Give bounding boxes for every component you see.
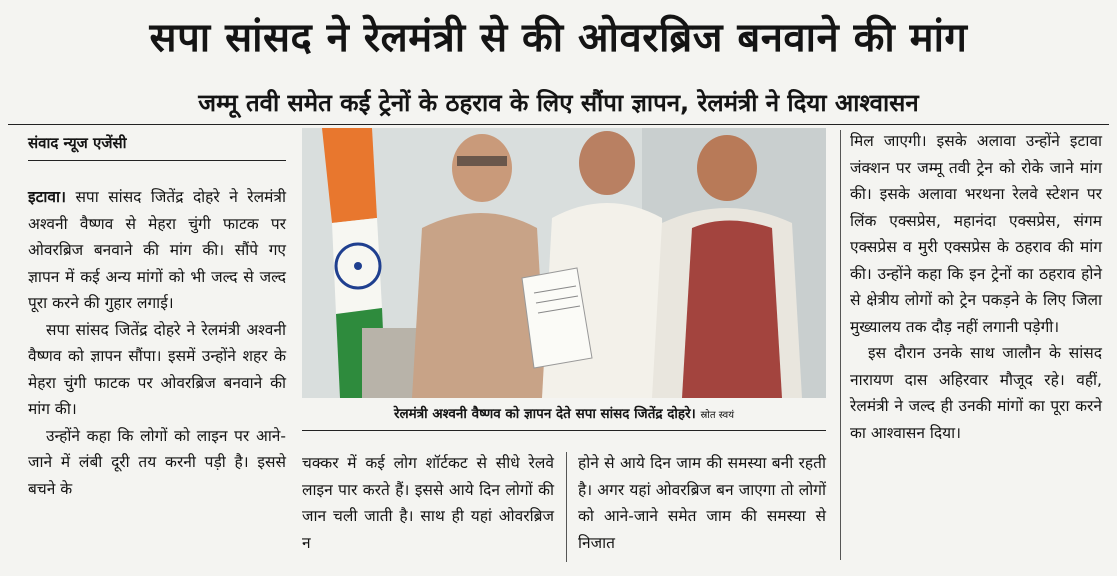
news-photo (302, 128, 826, 398)
caption-text: रेलमंत्री अश्वनी वैष्णव को ज्ञापन देते सपा सांसद जितेंद्र दोहरे। (393, 406, 696, 422)
headline: सपा सांसद ने रेलमंत्री से की ओवरब्रिज बनवाने की मांग (149, 15, 968, 61)
byline-rule (28, 160, 286, 161)
top-rule (8, 124, 1109, 125)
paragraph: उन्होंने कहा कि लोगों को लाइन पर आने-जाने में लंबी दूरी तय करनी पड़ी है। इससे बचने के (28, 426, 286, 498)
paragraph: चक्कर में कई लोग शॉर्टकट से सीधे रेलवे लाइन पार करते हैं। इससे आये दिन लोगों की जान चली जाती है। साथ ही यहां ओवरब्रिज न (302, 454, 554, 552)
article-column-2 (302, 450, 554, 556)
article-column-4 (850, 128, 1102, 446)
column-divider (840, 130, 841, 560)
article-column-3 (578, 450, 826, 556)
column-divider (566, 452, 567, 562)
byline: संवाद न्यूज एजेंसी (28, 134, 127, 152)
dateline: इटावा। (28, 188, 66, 206)
paragraph: इस दौरान उनके साथ जालौन के सांसद नारायण दास अहिरवार मौजूद रहे। वहीं, रेलमंत्री ने जल्द ही उनकी मांगों का पूरा करने का आश्वासन दिया। (850, 344, 1102, 442)
photo-illustration (302, 128, 826, 398)
subheadline: जम्मू तवी समेत कई ट्रेनों के ठहराव के लिए सौंपा ज्ञापन, रेलमंत्री ने दिया आश्वासन (198, 89, 919, 117)
photo-credit: स्रोत स्वयं (700, 410, 735, 421)
paragraph: सपा सांसद जितेंद्र दोहरे ने रेलमंत्री अश्वनी वैष्णव को ज्ञापन सौंपा। इसमें उन्होंने शहर के मेहरा चुंगी फाटक पर ओवरब्रिज बनवाने की मांग की। (28, 320, 286, 418)
article-column-1 (28, 184, 286, 502)
paragraph: मिल जाएगी। इसके अलावा उन्होंने इटावा जंक्शन पर जम्मू तवी ट्रेन को रोके जाने मांग की। इसके अलावा भरथना रेलवे स्टेशन पर लिंक एक्सप्रेस, महानंदा एक्सप्रेस, संगम एक्सप्रेस व मुरी एक्सप्रेस के ठहराव की मांग की। उन्होंने कहा कि इन ट्रेनों का ठहराव होने से क्षेत्रीय लोगों को ट्रेन पकड़ने के लिए जिला मुख्यालय तक दौड़ नहीं लगानी पड़ेगी। (850, 132, 1102, 336)
photo-caption (302, 404, 826, 422)
paragraph-text: सपा सांसद जितेंद्र दोहरे ने रेलमंत्री अश्वनी वैष्णव से मेहरा चुंगी फाटक पर ओवरब्रिज बनवाने की मांग की। सौंपे गए ज्ञापन में कई अन्य मांगों को भी जल्द से जल्द पूरा करने की गुहार लगाई। (28, 188, 286, 312)
caption-rule (302, 430, 826, 431)
paragraph: होने से आये दिन जाम की समस्या बनी रहती है। अगर यहां ओवरब्रिज बन जाएगा तो लोगों को आने-जाने समेत जाम की समस्या से निजात (578, 454, 826, 552)
paragraph (28, 184, 286, 317)
